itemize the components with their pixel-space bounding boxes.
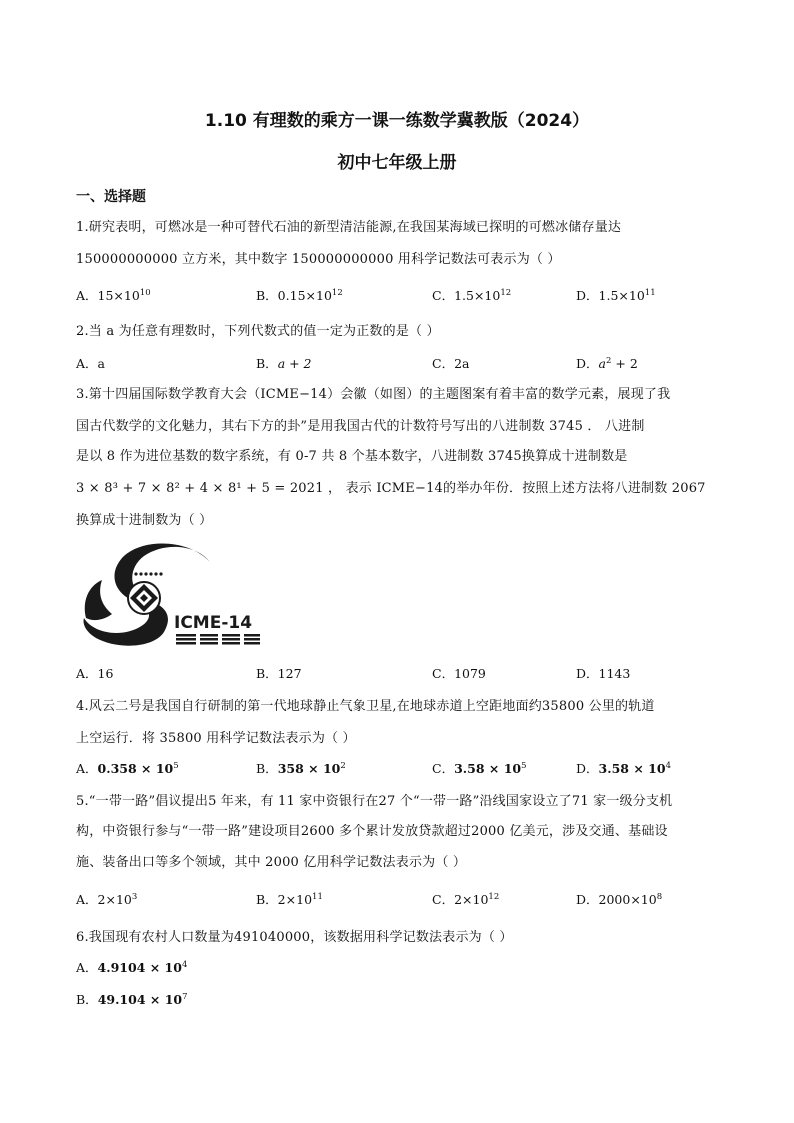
q3-option-b: B．127 [256,666,302,681]
q5-option-c: C．$2\times 10^{12}$ [432,892,500,907]
section-heading: 一、选择题 [76,189,146,205]
q5-option-b: B．$2\times 10^{11}$ [256,892,323,907]
q3-line-5: 换算成十进制数为（ ） [76,513,213,528]
q3-line-1: 3.第十四届国际数学教育大会（ICME−14）会徽（如图）的主题图案有着丰富的数学元素，展现了我 [76,387,671,402]
q4-line-1: 4.风云二号是我国自行研制的第一代地球静止气象卫星,在地球赤道上空距地面约35800 公里的轨道 [76,699,655,714]
q2-option-b: B．a + 2 [256,356,312,371]
q3-option-d: D．1143 [576,666,631,681]
q3-option-a: A．16 [76,666,114,681]
q2-option-d: D．$a^2 + 2$ [576,356,638,371]
q5-line-2: 构，中资银行参与“一带一路”建设项目2600 多个累计发放贷款超过2000 亿美元，涉及交通、基础设 [76,824,668,839]
q5-line-1: 5.“一带一路”倡议提出5 年来，有 11 家中资银行在27 个“一带一路”沿线国家设立了71 家一级分支机 [76,794,673,809]
q4-option-b: B．$358 \times 10^2$ [256,761,346,776]
document-title: 1.10 有理数的乘方一课一练数学冀教版（2024） [204,111,590,131]
q4-option-a: A．$0.358 \times 10^5$ [76,761,179,776]
q1-option-b: B．$0.15\times 10^{12}$ [256,288,343,303]
q2-line-1: 2.当 a 为任意有理数时，下列代数式的值一定为正数的是（ ） [76,324,440,339]
q5-line-3: 施、装备出口等多个领域，其中 2000 亿用科学记数法表示为（ ） [76,855,467,870]
q3-option-c: C．1079 [432,666,486,681]
q3-line-3: 是以 8 作为进位基数的数字系统，有 0-7 共 8 个基本数字，八进制数 3745换算成十进制数是 [76,449,628,464]
q6-option-b: B．$49.104 \times 10^7$ [76,992,188,1007]
q3-line-2: 国古代数学的文化魅力，其右下方的卦”是用我国古代的计数符号写出的八进制数 3745 ． 八进制 [76,419,645,434]
q6-option-a: A．$4.9104 \times 10^4$ [76,960,188,975]
q4-option-c: C．$3.58 \times 10^5$ [432,761,527,776]
q2-option-a: A．a [76,356,105,371]
logo-text: ICME-14 [174,613,253,633]
q5-option-a: A．$2\times 10^3$ [76,892,138,907]
q1-option-d: D．$1.5\times 10^{11}$ [576,288,656,303]
q2-option-c: C．2a [432,356,470,371]
q4-option-d: D．$3.58 \times 10^4$ [576,761,671,776]
q1-option-a: A．$15\times 10^{10}$ [76,288,151,303]
q1-line-1: 1.研究表明，可燃冰是一种可替代石油的新型清洁能源,在我国某海域已探明的可燃冰储存量达 [76,220,622,235]
q5-option-d: D．$2000\times 10^8$ [576,892,663,907]
icme-14-logo [78,540,263,652]
q3-line-4: 3 × 8³ + 7 × 8² + 4 × 8¹ + 5 = 2021 ， 表示 ICME−14的举办年份．按照上述方法将八进制数 2067 [76,481,706,496]
q6-line-1: 6.我国现有农村人口数量为491040000，该数据用科学记数法表示为（ ） [76,930,513,945]
q1-option-c: C．$1.5\times 10^{12}$ [432,288,512,303]
document-subtitle: 初中七年级上册 [337,153,457,173]
q4-line-2: 上空运行．将 35800 用科学记数法表示为（ ） [76,731,356,746]
q1-line-2: 150000000000 立方米，其中数字 150000000000 用科学记数法可表示为（ ） [76,252,561,267]
